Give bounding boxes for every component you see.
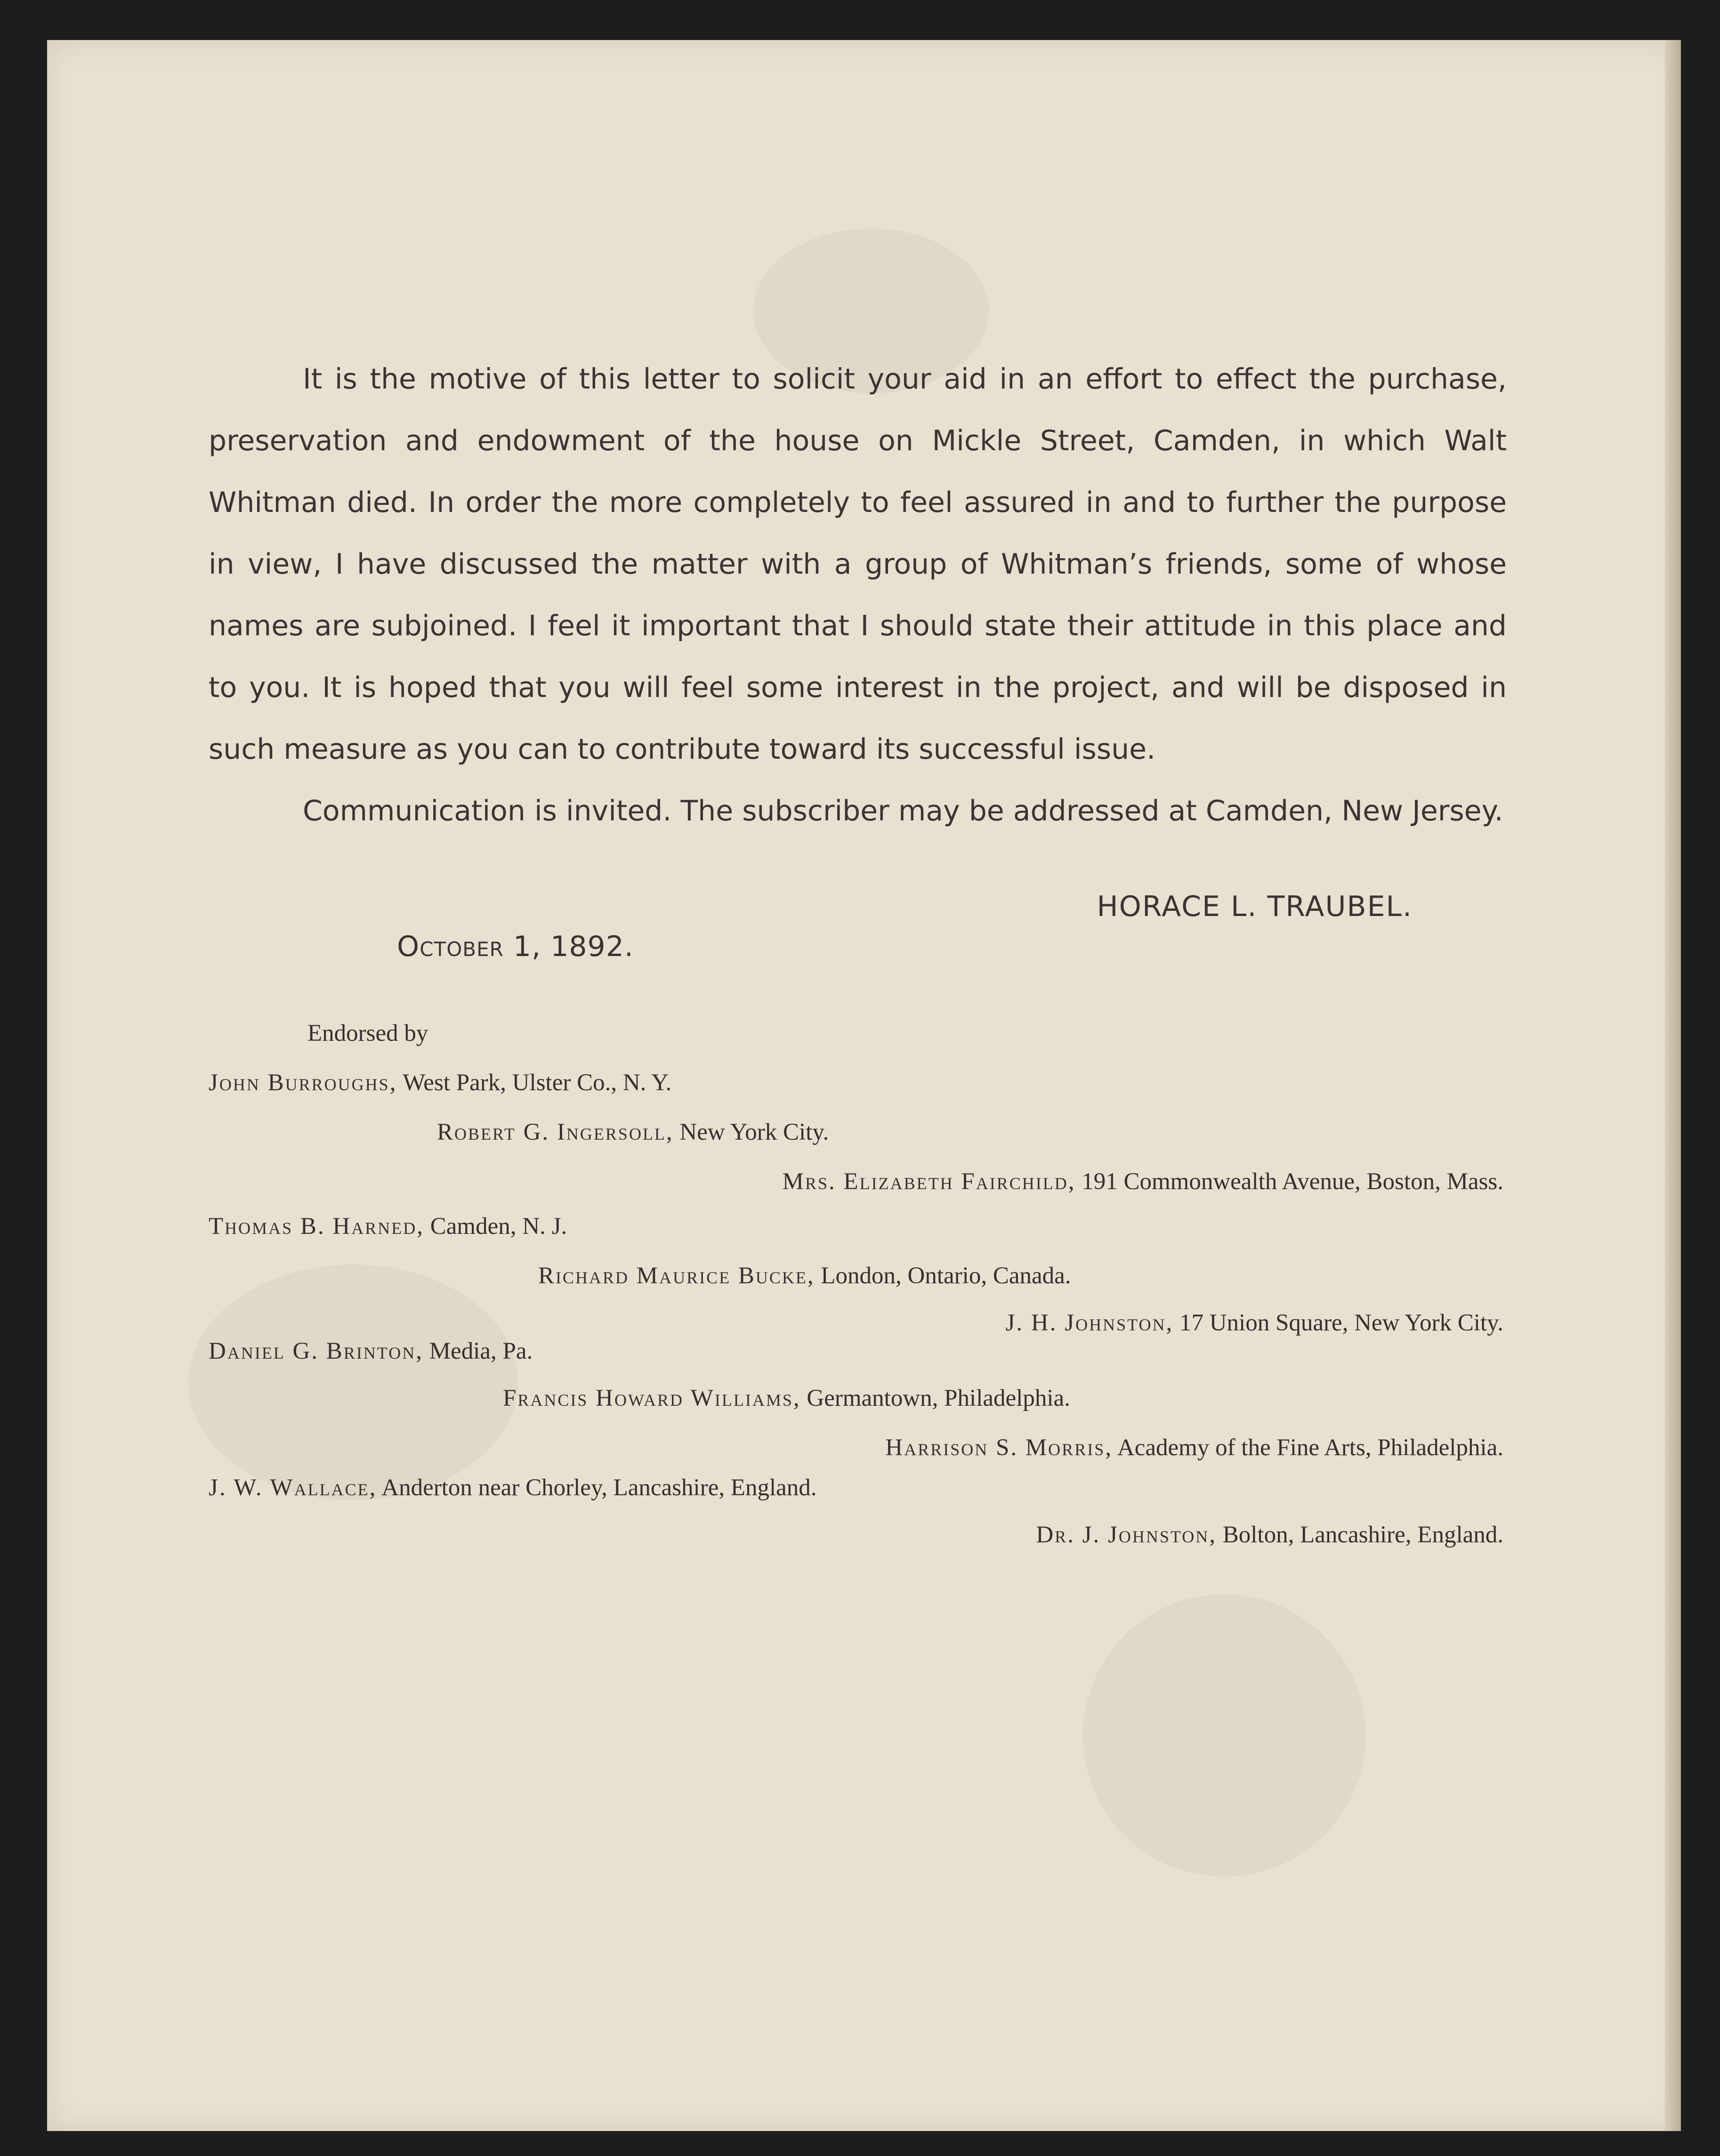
endorser-location: Germantown, Philadelphia. [807, 1385, 1070, 1411]
letter-paragraph-2: Communication is invited. The subscriber may be addressed at Camden, New Jersey. [303, 794, 1503, 827]
endorser-entry [1036, 1521, 1503, 1548]
endorser-location: London, Ontario, Canada. [821, 1263, 1071, 1289]
endorser-location: Academy of the Fine Arts, Philadelphia. [1117, 1435, 1503, 1461]
endorser-location: New York City. [679, 1119, 829, 1145]
endorser-entry [538, 1262, 1071, 1289]
endorser-entry [209, 1069, 671, 1096]
letter-body [209, 349, 1507, 842]
endorser-location: Camden, N. J. [430, 1213, 567, 1240]
endorser-name: Francis Howard Williams, [503, 1385, 801, 1411]
signature: HORACE L. TRAUBEL. [1097, 890, 1413, 923]
paper-stain [188, 1264, 518, 1500]
endorser-entry [1006, 1309, 1503, 1337]
endorser-location: 191 Commonwealth Avenue, Boston, Mass. [1082, 1168, 1503, 1195]
letter-paragraph-1: It is the motive of this letter to solicit your aid in an effort to effect the purchase, preservation and endowment of the house on Mickle Street, Camden, in which Walt Whitman died. In order the more completely to feel assured in and to further the purpose in view, I have discussed the matter with a group of Whitman’s friends, some of whose names are subjoined. I feel it important that I should state their attitude in this place and to you. It is hoped that you will feel some interest in the project, and will be disposed in such measure as you can to contribute toward its successful issue. [209, 363, 1507, 766]
endorser-location: Bolton, Lancashire, England. [1222, 1522, 1503, 1548]
endorser-entry [209, 1474, 817, 1501]
letter-date: October 1, 1892. [397, 930, 634, 963]
endorser-entry [783, 1168, 1503, 1195]
endorser-location: West Park, Ulster Co., N. Y. [403, 1070, 672, 1096]
endorser-entry [437, 1119, 829, 1146]
endorser-entry [503, 1385, 1070, 1412]
endorser-location: 17 Union Square, New York City. [1179, 1310, 1503, 1336]
endorser-name: John Burroughs, [209, 1070, 397, 1096]
endorser-entry [885, 1434, 1503, 1461]
endorser-location: Media, Pa. [429, 1338, 533, 1364]
endorser-name: Thomas B. Harned, [209, 1213, 425, 1240]
endorsed-by-label: Endorsed by [307, 1020, 428, 1046]
endorser-name: Harrison S. Morris, [885, 1435, 1113, 1461]
paper-edge [1665, 40, 1681, 2131]
endorser-name: Daniel G. Brinton, [209, 1338, 423, 1364]
endorser-name: J. H. Johnston, [1005, 1310, 1174, 1336]
endorser-location: Anderton near Chorley, Lancashire, England. [381, 1475, 817, 1501]
paper-stain [1083, 1594, 1365, 1877]
endorser-entry [209, 1213, 567, 1240]
endorser-name: Dr. J. Johnston, [1036, 1522, 1217, 1548]
letter-closing [209, 801, 1507, 989]
endorser-entry [209, 1337, 533, 1365]
endorser-name: Mrs. Elizabeth Fairchild, [782, 1168, 1076, 1195]
endorser-name: Robert G. Ingersoll, [437, 1119, 674, 1145]
endorser-name: J. W. Wallace, [209, 1475, 377, 1501]
endorser-name: Richard Maurice Bucke, [538, 1263, 815, 1289]
